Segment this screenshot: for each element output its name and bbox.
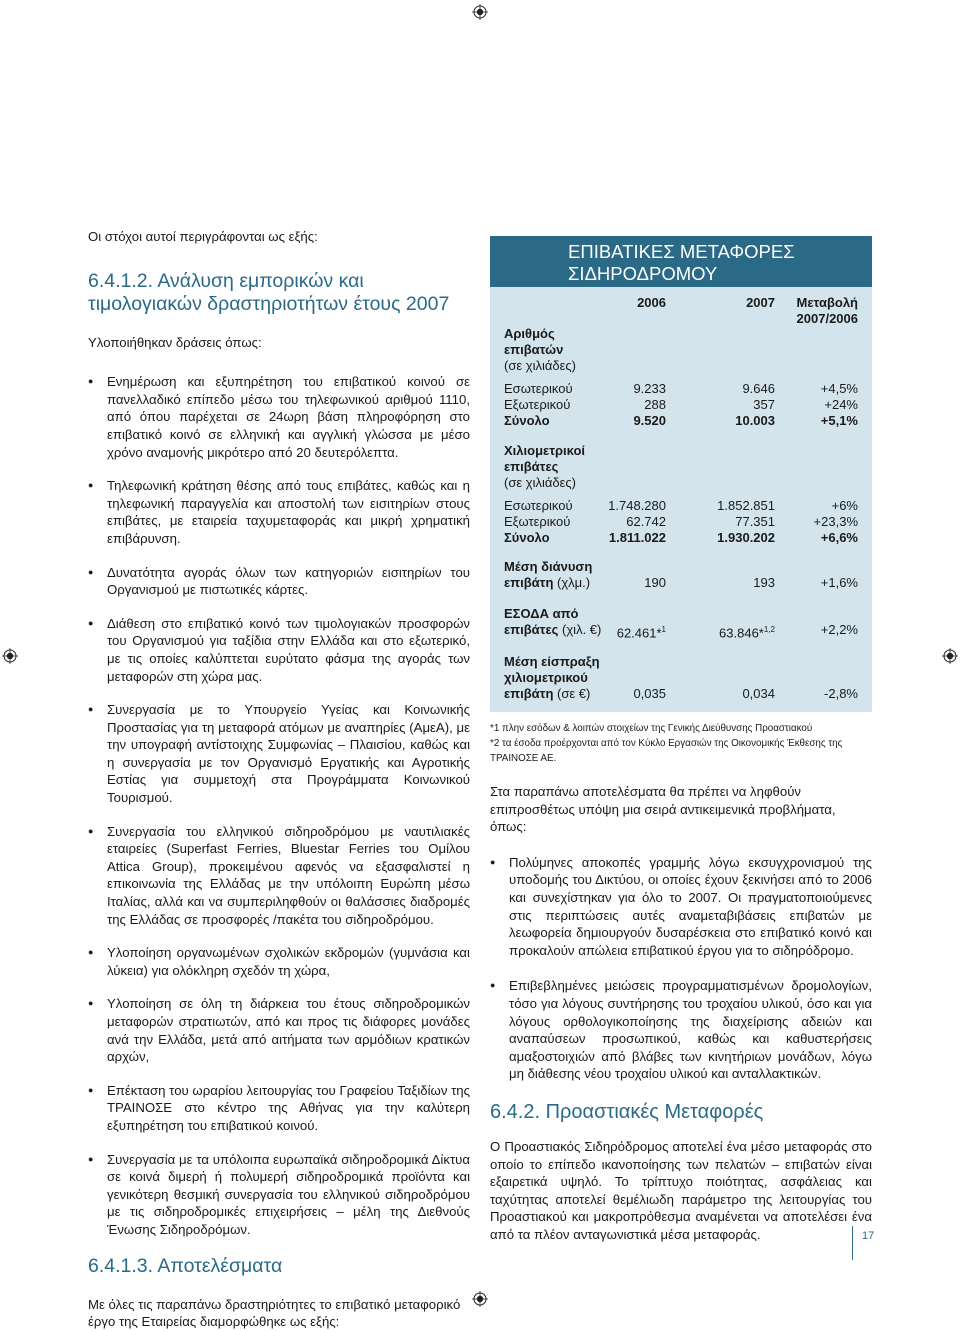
suburban-text: Ο Προαστιακός Σιδηρόδρομος αποτελεί ένα μέσο μεταφοράς στο οποίο το επίπεδο ικανοποίησης των πελατών – επιβατών είναι εξαιρετικά υψηλό. Το τρίπτυχο ποιότητας, ασφάλειας και ταχύτητας αποτελεί θεμέλιωδη παράμετρο της λειτουργίας του Προαστιακού και μακροπρόθεσμα αναμένεται να αποτελέσει ένα από τα πλέον ανταγωνιστικά μέσα μεταφοράς. <box>490 1138 872 1242</box>
problems-list <box>490 854 872 1083</box>
list-item: ● Υλοποίηση οργανωμένων σχολικών εκδρομών (γυμνάσια και λύκεια) για ολόκληρη σχεδόν τη χώρα, <box>88 944 470 979</box>
list-item: ● Ενημέρωση και εξυπηρέτηση του επιβατικού κοινού σε πανελλαδικό επίπεδο μέσω του τηλεφωνικού αριθμού 1110, από όπου παρέχεται σε 24ωρη βάση πληροφόρηση στο επιβατικό κοινό σε ελληνική και αγγλική γλώσσα με μέσο χρόνο αναμονής μικρότερο από 20 δευτερόλεπτα. <box>88 373 470 461</box>
group-label-text: Μέση είσπραξη <box>504 654 600 669</box>
list-item: ● Τηλεφωνική κράτηση θέσης από τους επιβάτες, καθώς και η τηλεφωνική παραγγελία και αποστολή των εισιτηρίων στους επιβάτες, με εταιρεία ταχυμεταφοράς και μικρή χρηματική επιβάρυνση. <box>88 477 470 547</box>
cell-change: +2,2% <box>820 622 858 637</box>
left-column <box>88 228 470 1331</box>
cell-2006: 288 <box>644 397 666 412</box>
cell-2006: 1.811.022 <box>608 530 666 545</box>
group-label-text: επιβάτες <box>504 622 559 637</box>
group-label-unit: (χιλ. €) <box>562 622 602 637</box>
page-number-rule <box>852 1226 853 1260</box>
footnote-2: *2 τα έσοδα προέρχονται από τον Κύκλο Εργασιών της Οικονομικής Έκθεσης της ΤΡΑΙΝΟΣΕ ΑΕ. <box>490 738 843 764</box>
registration-mark-top <box>472 4 488 20</box>
cell-2007: 77.351 <box>735 514 775 529</box>
table-row <box>504 530 858 546</box>
row-label: Σύνολο <box>504 530 550 545</box>
problems-intro: Στα παραπάνω αποτελέσματα θα πρέπει να ληφθούν επιπροσθέτως υπόψη μια σειρά αντικειμενικά προβλήματα, όπως: <box>490 784 836 835</box>
section-title-6-4-1-2: 6.4.1.2. Ανάλυση εμπορικών και τιμολογιακών δραστηριοτήτων έτους 2007 <box>88 269 450 315</box>
section-title-6-4-1-3: 6.4.1.3. Αποτελέσματα <box>88 1254 283 1277</box>
col-header-2007: 2007 <box>746 295 775 310</box>
page-number: 17 <box>862 1230 875 1242</box>
table-row <box>504 686 858 702</box>
cell-2006 <box>617 622 666 641</box>
cell-2007 <box>719 622 775 641</box>
cell-change: +24% <box>824 397 858 412</box>
cell-2006: 62.742 <box>626 514 666 529</box>
group-label-unit: (σε €) <box>557 686 591 701</box>
cell-change: +5,1% <box>820 413 858 428</box>
list-item: ● Επιβεβλημένες μειώσεις προγραμματισμένων δρομολογίων, τόσο για λόγους συντήρησης του τροχαίου υλικού, όσο και για λόγους ορθολογικοποίησης της διαχείρισης αδειών και αναπαύσεων προσωπικού, καθώς και καθυστερήσεις αμαξοστοιχιών από βλάβες των κινητήριων μονάδων, λόγω μη διάθεσης νέου τροχαίου υλικού και ανταλλακτικών. <box>490 977 872 1083</box>
footnote-ref: 1 <box>661 625 666 634</box>
group-label-unit: (σε χιλιάδες) <box>504 358 577 373</box>
table-row <box>504 514 858 530</box>
cell-2007: 1.852.851 <box>717 498 775 513</box>
cell-2006: 9.520 <box>633 413 666 428</box>
group-label-text: επιβάτη <box>504 686 554 701</box>
table-row <box>504 622 858 641</box>
group-label-passengers <box>504 326 614 374</box>
list-item: ● Διάθεση στο επιβατικό κοινό των τιμολογιακών προσφορών του Οργανισμού για ταξίδια στην Ελλάδα και στο εξωτερικό, με τις οποίες καλύπτεται ευρύτατο φάσμα της αγοράς των μεταφορών στη χώρα μας. <box>88 615 470 685</box>
cell-2006: 9.233 <box>633 381 666 396</box>
group-label-text: Μέση διάνυση <box>504 559 593 574</box>
table-row <box>504 575 858 591</box>
list-item: ● Επέκταση του ωραρίου λειτουργίας του Γραφείου Ταξιδίων της ΤΡΑΙΝΟΣΕ στο κέντρο της Αθήνας για την καλύτερη εξυπηρέτηση του επιβατικού κοινού. <box>88 1082 470 1135</box>
actions-list <box>88 373 470 1238</box>
passenger-transport-table <box>490 236 872 712</box>
col-header-2006: 2006 <box>637 295 666 310</box>
list-item: ● Συνεργασία του ελληνικού σιδηροδρόμου με ναυτιλιακές εταιρείες (Superfast Ferries, Bluestar Ferries του Ομίλου Attica Group), προκειμένου αφενός να εξασφαλιστεί η επικοινωνία της Ελλάδας με την υπόλοιπη Ευρώπη μέσω Ιταλίας, αλλά και να συμπεριληφθούν οι θαλάσσιες διαδρομές της Ελλάδας σε προσφορές /πακέτα του σιδηροδρόμου. <box>88 823 470 929</box>
list-item: ● Συνεργασία με τα υπόλοιπα ευρωπαϊκά σιδηροδρομικά Δίκτυα σε κοινά διμερή ή πολυμερή σιδηροδρομικά προϊόντα και γενικότερη θεσμική συνεργασία του ελληνικού σιδηροδρόμου με τις σιδηροδρομικές επιχειρήσεις – μέλη της Διεθνούς Ένωσης Σιδηροδρόμων. <box>88 1151 470 1239</box>
list-item: ● Πολύμηνες αποκοπές γραμμής λόγω εκσυγχρονισμού της υποδομής του Δικτύου, οι οποίες έχουν ξεκινήσει από το 2006 και συνεχίστηκαν για όλο το 2007. Οι πραγματοποιούμενες στις περιπτώσεις αυτές αναμεταβιβάσεις επιβατών με λεωφορεία δημιουργούν δυσαρέσκεια στο επιβατικό κοινό και προκαλούν απώλεια επιβατικού έργου για το σιδηρόδρομο. <box>490 854 872 960</box>
intro-text: Οι στόχοι αυτοί περιγράφονται ως εξής: <box>88 229 318 244</box>
footnote-ref: 1,2 <box>763 625 775 634</box>
cell-change: +6,6% <box>820 530 858 545</box>
cell-2006: 0,035 <box>633 686 666 701</box>
cell-2007: 193 <box>753 575 775 590</box>
group-label-unit: (χλμ.) <box>557 575 591 590</box>
group-label-text: Χιλιομετρικοί επιβάτες <box>504 443 586 474</box>
row-label: Σύνολο <box>504 413 550 428</box>
cell-2007: 9.646 <box>742 381 775 396</box>
cell-value: 63.846* <box>719 625 764 641</box>
list-item: ● Δυνατότητα αγοράς όλων των κατηγοριών εισιτηρίων του Οργανισμού με πιστωτικές κάρτες. <box>88 564 470 599</box>
cell-2006: 190 <box>644 575 666 590</box>
cell-2007: 0,034 <box>742 686 775 701</box>
table-row <box>504 498 858 514</box>
cell-change: +23,3% <box>813 514 858 529</box>
cell-change: +6% <box>831 498 858 513</box>
group-label-text: χιλιομετρικού <box>504 670 588 685</box>
row-label: Εξωτερικού <box>504 514 571 529</box>
group-label-passenger-km <box>504 443 614 491</box>
row-label: Εξωτερικού <box>504 397 571 412</box>
table-title: ΕΠΙΒΑΤΙΚΕΣ ΜΕΤΑΦΟΡΕΣ ΣΙΔΗΡΟΔΡΟΜΟΥ <box>490 236 872 287</box>
section-title-6-4-2: 6.4.2. Προαστιακές Μεταφορές <box>490 1100 764 1123</box>
cell-change: +4,5% <box>820 381 858 396</box>
actions-subtitle: Υλοποιήθηκαν δράσεις όπως: <box>88 334 262 350</box>
table-row <box>504 413 858 429</box>
group-label-text: ΕΣΟΔΑ από <box>504 606 579 621</box>
group-label-text: Αριθμός επιβατών <box>504 326 564 357</box>
cell-2007: 357 <box>753 397 775 412</box>
cell-2007: 10.003 <box>735 413 775 428</box>
cell-2006: 1.748.280 <box>608 498 666 513</box>
list-item: ● Συνεργασία με το Υπουργείο Υγείας και Κοινωνικής Προστασίας για τη μεταφορά ατόμων με αναπηρίες (ΑμεΑ), με την υπογραφή αντίστοιχης Συμφωνίας – Πλαισίου, καθώς και η συνεργασία με τον Οργανισμό Εργατικής και Αγροτικής Εστίας για συμμετοχή στα Προγράμματα Κοινωνικού Τουρισμού. <box>88 701 470 807</box>
registration-mark-bottom <box>472 1291 488 1307</box>
right-column <box>490 236 875 1243</box>
col-header-change: Μεταβολή 2007/2006 <box>796 295 858 326</box>
group-label-unit: (σε χιλιάδες) <box>504 475 577 490</box>
table-footnotes <box>490 721 872 766</box>
group-label-text: επιβάτη <box>504 575 554 590</box>
list-item: ● Υλοποίηση σε όλη τη διάρκεια του έτους σιδηροδρομικών μεταφορών στρατιωτών, από και προς τις διάφορες μονάδες ανά την Ελλάδα, μετά από αιτήματα των αρμόδιων κρατικών αρχών, <box>88 995 470 1065</box>
row-label: Εσωτερικού <box>504 381 573 396</box>
registration-mark-left <box>2 648 18 664</box>
cell-change: +1,6% <box>820 575 858 590</box>
table-row <box>504 397 858 413</box>
results-text: Με όλες τις παραπάνω δραστηριότητες το επιβατικό μεταφορικό έργο της Εταιρείας διαμορφώθηκε ως εξής: <box>88 1296 461 1330</box>
cell-change: -2,8% <box>824 686 858 701</box>
table-row <box>504 381 858 397</box>
registration-mark-right <box>942 648 958 664</box>
cell-value: 62.461* <box>616 625 662 641</box>
row-label: Εσωτερικού <box>504 498 573 513</box>
footnote-1: *1 πλην εσόδων & λοιπών στοιχείων της Γενικής Διεύθυνσης Προαστιακού <box>490 723 813 734</box>
cell-2007: 1.930.202 <box>717 530 775 545</box>
